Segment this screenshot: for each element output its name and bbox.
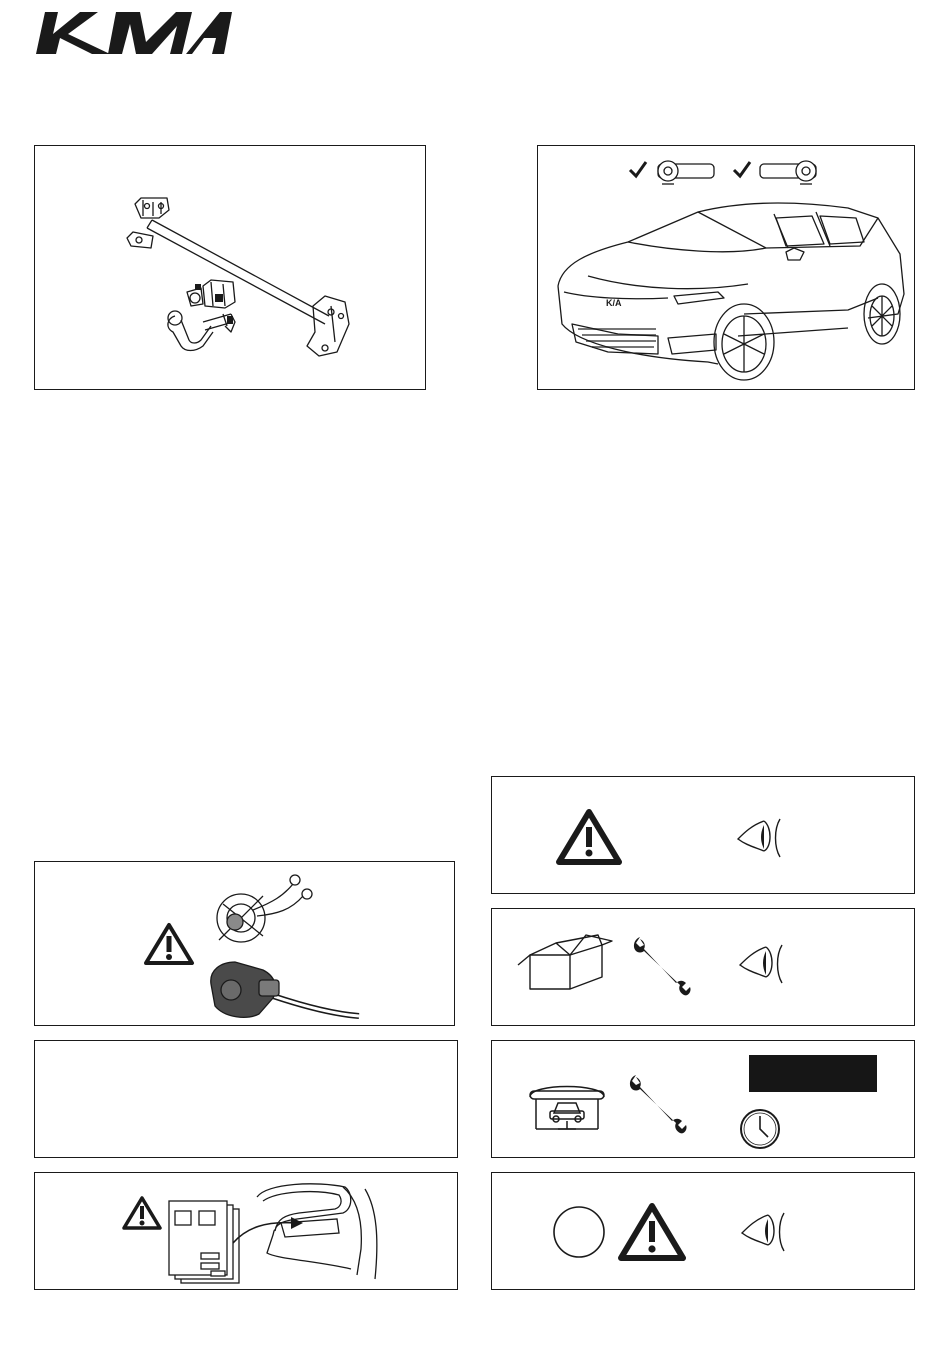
wrench-icon [628, 1073, 688, 1135]
steering-position-icons [628, 154, 828, 190]
left-hand-drive-icon [658, 161, 714, 184]
right-hand-drive-icon [760, 161, 816, 184]
blank-text-panel [34, 1040, 458, 1158]
connector-warning-panel [34, 861, 455, 1026]
wrench-icon [632, 935, 692, 997]
checkmark-icon [630, 162, 646, 176]
car-badge-icon: K/A [606, 298, 622, 308]
warning-triangle-icon [618, 1203, 686, 1261]
documents-glovebox-panel [34, 1172, 458, 1290]
warning-inspect-panel [491, 776, 915, 894]
kia-logo [36, 10, 232, 56]
towbar-assembly-illustration [35, 146, 427, 391]
vehicle-panel [537, 145, 915, 390]
time-redacted-bar [749, 1055, 877, 1092]
clock-icon [738, 1107, 782, 1151]
towbar-assembly-panel [34, 145, 426, 390]
kia-logo-icon [36, 10, 232, 56]
checkmark-icon [734, 162, 750, 176]
connector-illustration [203, 866, 363, 1026]
warning-triangle-icon [121, 1195, 163, 1231]
car-illustration [548, 194, 908, 388]
blank-circle-icon [552, 1205, 606, 1259]
warning-triangle-icon [143, 922, 195, 966]
eye-icon [738, 943, 786, 985]
eye-icon [740, 1211, 788, 1253]
manual-to-glovebox-illustration [167, 1179, 397, 1289]
warning-triangle-icon [556, 809, 622, 865]
garage-lift-icon [528, 1077, 606, 1133]
final-check-panel [491, 1172, 915, 1290]
workshop-time-panel [491, 1040, 915, 1158]
package-box-icon [516, 931, 614, 993]
eye-icon [736, 817, 784, 859]
unpack-tools-panel [491, 908, 915, 1026]
